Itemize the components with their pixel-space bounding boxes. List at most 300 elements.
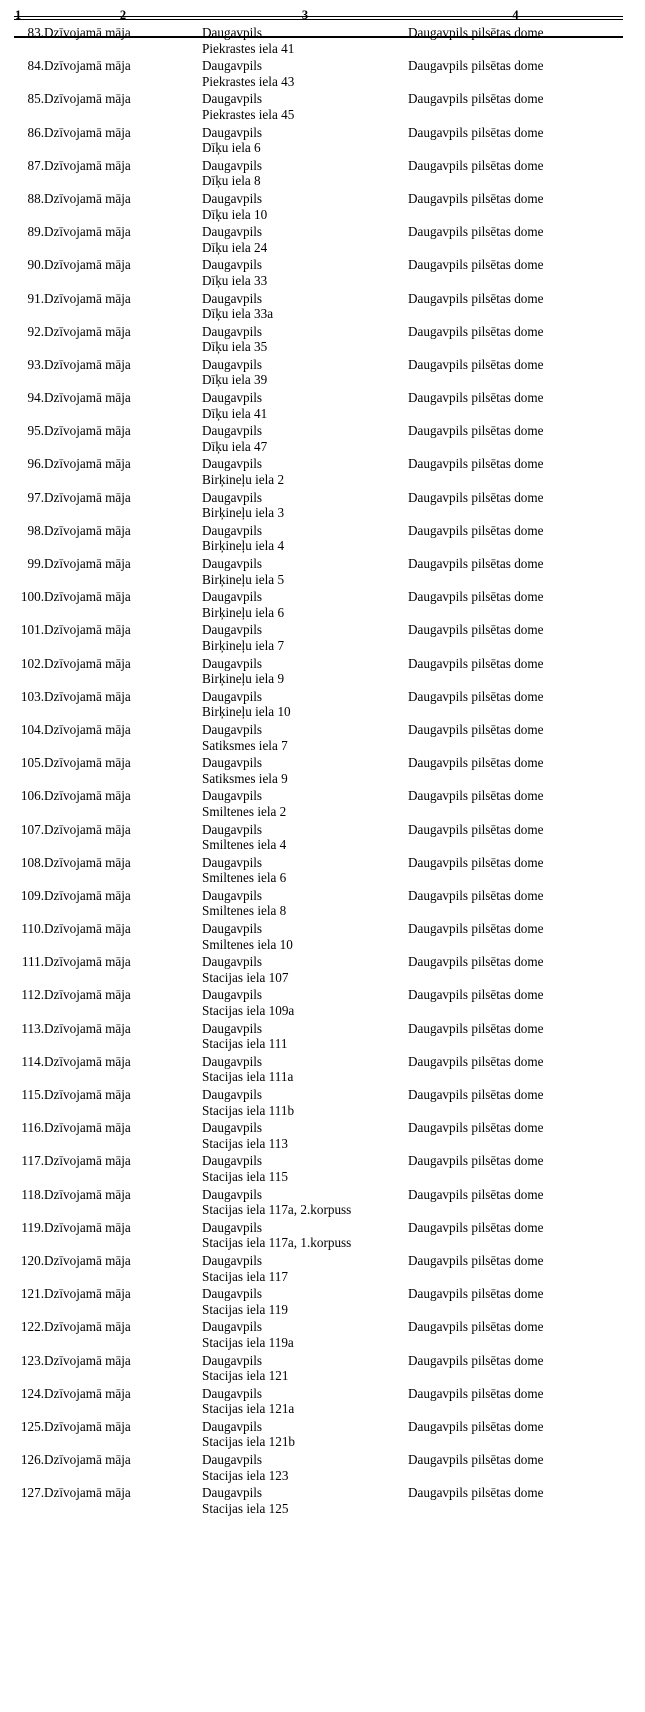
row-address-city: Daugavpils	[202, 1286, 263, 1302]
table-row	[14, 423, 623, 456]
row-address	[202, 191, 408, 224]
row-number: 84.	[27, 58, 44, 74]
row-address	[202, 291, 408, 324]
row-address	[202, 390, 408, 423]
row-address-street: Dīķu iela 35	[202, 339, 268, 355]
row-owner: Daugavpils pilsētas dome	[408, 589, 544, 605]
row-object-type: Dzīvojamā māja	[44, 91, 131, 107]
row-address	[202, 589, 408, 622]
column-header-3: 3	[301, 8, 309, 22]
row-address	[202, 456, 408, 489]
row-owner: Daugavpils pilsētas dome	[408, 721, 544, 737]
column-header-1: 1	[15, 8, 22, 22]
row-address	[202, 622, 408, 655]
row-address-street: Stacijas iela 123	[202, 1467, 289, 1483]
row-address	[202, 324, 408, 357]
row-address-city: Daugavpils	[202, 1452, 263, 1468]
row-address-city: Daugavpils	[202, 157, 263, 173]
row-owner: Daugavpils pilsētas dome	[408, 987, 544, 1003]
table-row	[14, 755, 623, 788]
row-address-street: Piekrastes iela 41	[202, 40, 295, 56]
table-row	[14, 1419, 623, 1452]
row-owner: Daugavpils pilsētas dome	[408, 91, 544, 107]
row-number: 123.	[20, 1352, 44, 1368]
row-number: 112.	[21, 987, 44, 1003]
row-object-type: Dzīvojamā māja	[44, 1186, 131, 1202]
row-address-city: Daugavpils	[202, 688, 263, 704]
row-number: 101.	[20, 622, 44, 638]
row-address	[202, 125, 408, 158]
row-object-type: Dzīvojamā māja	[44, 1120, 131, 1136]
row-address-city: Daugavpils	[202, 356, 263, 372]
row-object-type: Dzīvojamā māja	[44, 1020, 131, 1036]
row-object-type: Dzīvojamā māja	[44, 887, 131, 903]
row-address-city: Daugavpils	[202, 390, 263, 406]
row-object-type: Dzīvojamā māja	[44, 755, 131, 771]
row-address	[202, 888, 408, 921]
row-owner: Daugavpils pilsētas dome	[408, 257, 544, 273]
row-number: 88.	[27, 190, 44, 206]
table-row	[14, 291, 623, 324]
row-object-type: Dzīvojamā māja	[44, 556, 131, 571]
table-row	[14, 788, 623, 821]
row-owner: Daugavpils pilsētas dome	[408, 788, 544, 804]
row-number: 116.	[21, 1120, 44, 1136]
row-number: 102.	[20, 655, 44, 671]
row-number: 93.	[27, 356, 44, 372]
row-address-street: Dīķu iela 41	[202, 405, 268, 421]
row-owner: Daugavpils pilsētas dome	[408, 887, 544, 903]
row-owner: Daugavpils pilsētas dome	[408, 25, 544, 40]
row-owner: Daugavpils pilsētas dome	[408, 1286, 544, 1302]
row-address-city: Daugavpils	[202, 25, 263, 40]
row-number: 90.	[27, 257, 44, 273]
row-object-type: Dzīvojamā māja	[44, 423, 131, 439]
table-row	[14, 556, 623, 589]
table-row	[14, 1054, 623, 1087]
row-address-city: Daugavpils	[202, 556, 263, 571]
row-address-city: Daugavpils	[202, 1087, 263, 1102]
row-object-type: Dzīvojamā māja	[44, 688, 131, 704]
row-address-street: Stacijas iela 117a, 1.korpuss	[202, 1235, 352, 1251]
table-row	[14, 1386, 623, 1419]
row-address-city: Daugavpils	[202, 1352, 263, 1368]
row-object-type: Dzīvojamā māja	[44, 224, 131, 240]
table-row	[14, 58, 623, 91]
table-row	[14, 689, 623, 722]
row-address-city: Daugavpils	[202, 58, 263, 74]
row-address-street: Dīķu iela 33	[202, 272, 268, 288]
row-owner: Daugavpils pilsētas dome	[408, 1053, 544, 1069]
row-number: 100.	[20, 589, 44, 605]
row-address-city: Daugavpils	[202, 1020, 263, 1036]
row-address	[202, 1485, 408, 1518]
row-object-type: Dzīvojamā māja	[44, 1319, 131, 1335]
row-address-city: Daugavpils	[202, 1219, 263, 1235]
row-address-city: Daugavpils	[202, 1252, 263, 1268]
row-owner: Daugavpils pilsētas dome	[408, 224, 544, 240]
table-header-rule	[14, 36, 623, 38]
row-object-type: Dzīvojamā māja	[44, 1385, 131, 1401]
row-address-street: Smiltenes iela 4	[202, 837, 287, 853]
row-owner: Daugavpils pilsētas dome	[408, 921, 544, 937]
row-object-type: Dzīvojamā māja	[44, 124, 131, 140]
row-number: 86.	[27, 124, 44, 140]
row-address	[202, 788, 408, 821]
row-address-city: Daugavpils	[202, 1485, 263, 1501]
table-row	[14, 822, 623, 855]
row-owner: Daugavpils pilsētas dome	[408, 1153, 544, 1169]
row-address	[202, 822, 408, 855]
row-owner: Daugavpils pilsētas dome	[408, 688, 544, 704]
row-address-street: Stacijas iela 125	[202, 1500, 289, 1516]
row-address-street: Dīķu iela 6	[202, 140, 261, 156]
row-address-street: Satiksmes iela 7	[202, 737, 288, 753]
row-number: 96.	[27, 456, 44, 472]
table-top-rule	[14, 16, 623, 17]
row-object-type: Dzīvojamā māja	[44, 788, 131, 804]
table-row	[14, 1253, 623, 1286]
row-number: 103.	[20, 688, 44, 704]
row-address-city: Daugavpils	[202, 456, 263, 472]
row-object-type: Dzīvojamā māja	[44, 257, 131, 273]
row-address-street: Smiltenes iela 10	[202, 936, 293, 952]
row-owner: Daugavpils pilsētas dome	[408, 423, 544, 439]
row-number: 105.	[20, 755, 44, 771]
row-address	[202, 1087, 408, 1120]
row-object-type: Dzīvojamā māja	[44, 323, 131, 339]
row-number: 114.	[21, 1053, 44, 1069]
row-address-street: Stacijas iela 121a	[202, 1401, 295, 1417]
row-number: 104.	[20, 721, 44, 737]
row-address-street: Stacijas iela 113	[202, 1135, 288, 1151]
row-address-city: Daugavpils	[202, 921, 263, 937]
row-owner: Daugavpils pilsētas dome	[408, 1319, 544, 1335]
row-number: 118.	[21, 1186, 44, 1202]
row-address-street: Birķineļu iela 4	[202, 538, 285, 554]
row-address-city: Daugavpils	[202, 257, 263, 273]
row-object-type: Dzīvojamā māja	[44, 456, 131, 472]
row-address-city: Daugavpils	[202, 1153, 263, 1169]
row-object-type: Dzīvojamā māja	[44, 1219, 131, 1235]
table-row	[14, 1319, 623, 1352]
row-address	[202, 1054, 408, 1087]
row-number: 106.	[20, 788, 44, 804]
row-address-street: Dīķu iela 33a	[202, 306, 274, 322]
row-number: 122.	[20, 1319, 44, 1335]
row-address-street: Dīķu iela 47	[202, 438, 268, 454]
row-object-type: Dzīvojamā māja	[44, 1087, 131, 1102]
row-address-city: Daugavpils	[202, 954, 263, 970]
row-address-city: Daugavpils	[202, 522, 263, 538]
row-address	[202, 423, 408, 456]
row-owner: Daugavpils pilsētas dome	[408, 1385, 544, 1401]
row-address	[202, 357, 408, 390]
row-number: 109.	[20, 887, 44, 903]
row-object-type: Dzīvojamā māja	[44, 1452, 131, 1468]
row-address-city: Daugavpils	[202, 224, 263, 240]
row-address-city: Daugavpils	[202, 1186, 263, 1202]
table-top-rule-second	[14, 19, 623, 20]
row-object-type: Dzīvojamā māja	[44, 390, 131, 406]
row-address-street: Stacijas iela 121	[202, 1368, 289, 1384]
row-number: 110.	[21, 921, 44, 937]
row-number: 89.	[27, 224, 44, 240]
document-page	[0, 8, 645, 1712]
row-owner: Daugavpils pilsētas dome	[408, 58, 544, 74]
row-owner: Daugavpils pilsētas dome	[408, 1452, 544, 1468]
row-address	[202, 656, 408, 689]
row-address-street: Stacijas iela 115	[202, 1168, 288, 1184]
row-address-street: Smiltenes iela 2	[202, 803, 287, 819]
row-object-type: Dzīvojamā māja	[44, 58, 131, 74]
row-address-street: Stacijas iela 119a	[202, 1334, 294, 1350]
row-address	[202, 1153, 408, 1186]
table-row	[14, 1187, 623, 1220]
row-number: 87.	[27, 157, 44, 173]
table-row	[14, 1153, 623, 1186]
row-address	[202, 921, 408, 954]
table-row	[14, 888, 623, 921]
row-address-street: Dīķu iela 39	[202, 372, 268, 388]
row-number: 108.	[20, 854, 44, 870]
row-address	[202, 1187, 408, 1220]
row-address-street: Stacijas iela 111b	[202, 1102, 295, 1118]
table-row	[14, 125, 623, 158]
row-object-type: Dzīvojamā māja	[44, 356, 131, 372]
row-address-street: Dīķu iela 8	[202, 173, 261, 189]
row-owner: Daugavpils pilsētas dome	[408, 1418, 544, 1434]
row-object-type: Dzīvojamā māja	[44, 290, 131, 306]
row-address	[202, 1220, 408, 1253]
row-address-street: Smiltenes iela 6	[202, 870, 287, 886]
row-object-type: Dzīvojamā māja	[44, 655, 131, 671]
row-address-city: Daugavpils	[202, 1418, 263, 1434]
row-object-type: Dzīvojamā māja	[44, 1286, 131, 1302]
row-object-type: Dzīvojamā māja	[44, 1153, 131, 1169]
table-row	[14, 357, 623, 390]
row-object-type: Dzīvojamā māja	[44, 1352, 131, 1368]
row-owner: Daugavpils pilsētas dome	[408, 622, 544, 638]
row-object-type: Dzīvojamā māja	[44, 1053, 131, 1069]
table-row	[14, 855, 623, 888]
table-row	[14, 1220, 623, 1253]
row-address-city: Daugavpils	[202, 622, 263, 638]
row-owner: Daugavpils pilsētas dome	[408, 755, 544, 771]
row-address-city: Daugavpils	[202, 854, 263, 870]
row-number: 98.	[27, 522, 44, 538]
row-owner: Daugavpils pilsētas dome	[408, 1252, 544, 1268]
row-object-type: Dzīvojamā māja	[44, 589, 131, 605]
row-address	[202, 224, 408, 257]
table-row	[14, 324, 623, 357]
row-number: 126.	[20, 1452, 44, 1468]
table-row	[14, 622, 623, 655]
table-row	[14, 589, 623, 622]
row-object-type: Dzīvojamā māja	[44, 25, 131, 40]
row-address-street: Birķineļu iela 2	[202, 472, 285, 488]
row-address	[202, 987, 408, 1020]
row-object-type: Dzīvojamā māja	[44, 854, 131, 870]
row-owner: Daugavpils pilsētas dome	[408, 1352, 544, 1368]
row-address	[202, 755, 408, 788]
row-address-street: Stacijas iela 121b	[202, 1434, 296, 1450]
row-object-type: Dzīvojamā māja	[44, 1252, 131, 1268]
row-address-street: Stacijas iela 117	[202, 1268, 288, 1284]
row-owner: Daugavpils pilsētas dome	[408, 655, 544, 671]
row-owner: Daugavpils pilsētas dome	[408, 821, 544, 837]
row-address	[202, 556, 408, 589]
row-address-city: Daugavpils	[202, 755, 263, 771]
table-row	[14, 490, 623, 523]
table-row	[14, 1485, 623, 1518]
row-object-type: Dzīvojamā māja	[44, 954, 131, 970]
row-address-street: Stacijas iela 119	[202, 1301, 288, 1317]
table-body	[14, 25, 623, 1518]
row-number: 111.	[21, 954, 44, 970]
row-number: 125.	[20, 1418, 44, 1434]
row-owner: Daugavpils pilsētas dome	[408, 390, 544, 406]
table-row	[14, 191, 623, 224]
row-address-city: Daugavpils	[202, 1319, 263, 1335]
table-row	[14, 722, 623, 755]
row-address	[202, 257, 408, 290]
row-address-city: Daugavpils	[202, 589, 263, 605]
row-address	[202, 1419, 408, 1452]
row-number: 121.	[20, 1286, 44, 1302]
row-number: 127.	[20, 1485, 44, 1501]
table-row	[14, 390, 623, 423]
row-number: 83.	[27, 25, 44, 40]
row-object-type: Dzīvojamā māja	[44, 821, 131, 837]
row-address-street: Stacijas iela 111a	[202, 1069, 294, 1085]
row-object-type: Dzīvojamā māja	[44, 987, 131, 1003]
row-address-city: Daugavpils	[202, 987, 263, 1003]
row-address-city: Daugavpils	[202, 1053, 263, 1069]
row-address	[202, 1353, 408, 1386]
row-owner: Daugavpils pilsētas dome	[408, 290, 544, 306]
row-address-street: Birķineļu iela 5	[202, 571, 285, 587]
row-address-street: Piekrastes iela 45	[202, 106, 295, 122]
table-row	[14, 523, 623, 556]
row-number: 97.	[27, 489, 44, 505]
row-address	[202, 722, 408, 755]
row-address-city: Daugavpils	[202, 323, 263, 339]
row-owner: Daugavpils pilsētas dome	[408, 489, 544, 505]
row-owner: Daugavpils pilsētas dome	[408, 456, 544, 472]
row-address-street: Stacijas iela 109a	[202, 1003, 295, 1019]
row-owner: Daugavpils pilsētas dome	[408, 157, 544, 173]
row-address-city: Daugavpils	[202, 124, 263, 140]
row-address	[202, 1452, 408, 1485]
row-address	[202, 1319, 408, 1352]
row-address	[202, 855, 408, 888]
row-number: 113.	[21, 1020, 44, 1036]
table-row	[14, 1452, 623, 1485]
table-row	[14, 921, 623, 954]
row-number: 94.	[27, 390, 44, 406]
table-row	[14, 224, 623, 257]
row-address-street: Dīķu iela 24	[202, 239, 268, 255]
row-address-city: Daugavpils	[202, 887, 263, 903]
table-row	[14, 1353, 623, 1386]
row-number: 117.	[21, 1153, 44, 1169]
row-address-street: Birķineļu iela 10	[202, 704, 291, 720]
row-owner: Daugavpils pilsētas dome	[408, 124, 544, 140]
row-address-city: Daugavpils	[202, 721, 263, 737]
row-address-city: Daugavpils	[202, 788, 263, 804]
row-object-type: Dzīvojamā māja	[44, 190, 131, 206]
table-row	[14, 257, 623, 290]
row-address-street: Stacijas iela 107	[202, 969, 289, 985]
row-address	[202, 523, 408, 556]
row-object-type: Dzīvojamā māja	[44, 157, 131, 173]
row-address-street: Piekrastes iela 43	[202, 73, 295, 89]
column-header-4: 4	[512, 8, 519, 22]
row-address-city: Daugavpils	[202, 489, 263, 505]
row-owner: Daugavpils pilsētas dome	[408, 1020, 544, 1036]
row-address-street: Satiksmes iela 9	[202, 770, 288, 786]
row-number: 124.	[20, 1385, 44, 1401]
row-address-street: Birķineļu iela 3	[202, 505, 285, 521]
row-number: 85.	[27, 91, 44, 107]
row-owner: Daugavpils pilsētas dome	[408, 556, 544, 571]
table-row	[14, 91, 623, 124]
table-row	[14, 25, 623, 58]
table-row	[14, 1021, 623, 1054]
row-address-street: Stacijas iela 117a, 2.korpuss	[202, 1202, 352, 1218]
row-number: 92.	[27, 323, 44, 339]
row-address	[202, 1386, 408, 1419]
row-owner: Daugavpils pilsētas dome	[408, 954, 544, 970]
table-row	[14, 987, 623, 1020]
row-owner: Daugavpils pilsētas dome	[408, 1087, 544, 1102]
row-address	[202, 58, 408, 91]
row-address	[202, 1120, 408, 1153]
row-address-city: Daugavpils	[202, 290, 263, 306]
row-address	[202, 91, 408, 124]
row-address-city: Daugavpils	[202, 1120, 263, 1136]
row-address	[202, 689, 408, 722]
row-address	[202, 1253, 408, 1286]
row-address-street: Stacijas iela 111	[202, 1036, 288, 1052]
row-owner: Daugavpils pilsētas dome	[408, 356, 544, 372]
row-owner: Daugavpils pilsētas dome	[408, 1120, 544, 1136]
row-object-type: Dzīvojamā māja	[44, 921, 131, 937]
row-number: 119.	[21, 1219, 44, 1235]
column-header-2: 2	[119, 8, 127, 22]
table-row	[14, 158, 623, 191]
row-object-type: Dzīvojamā māja	[44, 721, 131, 737]
row-address	[202, 1286, 408, 1319]
row-owner: Daugavpils pilsētas dome	[408, 190, 544, 206]
row-object-type: Dzīvojamā māja	[44, 489, 131, 505]
row-number: 107.	[20, 821, 44, 837]
table-row	[14, 954, 623, 987]
row-address	[202, 1021, 408, 1054]
table-row	[14, 1286, 623, 1319]
row-address-city: Daugavpils	[202, 821, 263, 837]
row-object-type: Dzīvojamā māja	[44, 522, 131, 538]
row-address-street: Birķineļu iela 7	[202, 637, 285, 653]
row-owner: Daugavpils pilsētas dome	[408, 522, 544, 538]
row-number: 99.	[27, 556, 44, 571]
row-address	[202, 158, 408, 191]
row-address-city: Daugavpils	[202, 1385, 263, 1401]
row-number: 91.	[27, 290, 44, 306]
property-table	[14, 8, 623, 1518]
row-number: 95.	[27, 423, 44, 439]
